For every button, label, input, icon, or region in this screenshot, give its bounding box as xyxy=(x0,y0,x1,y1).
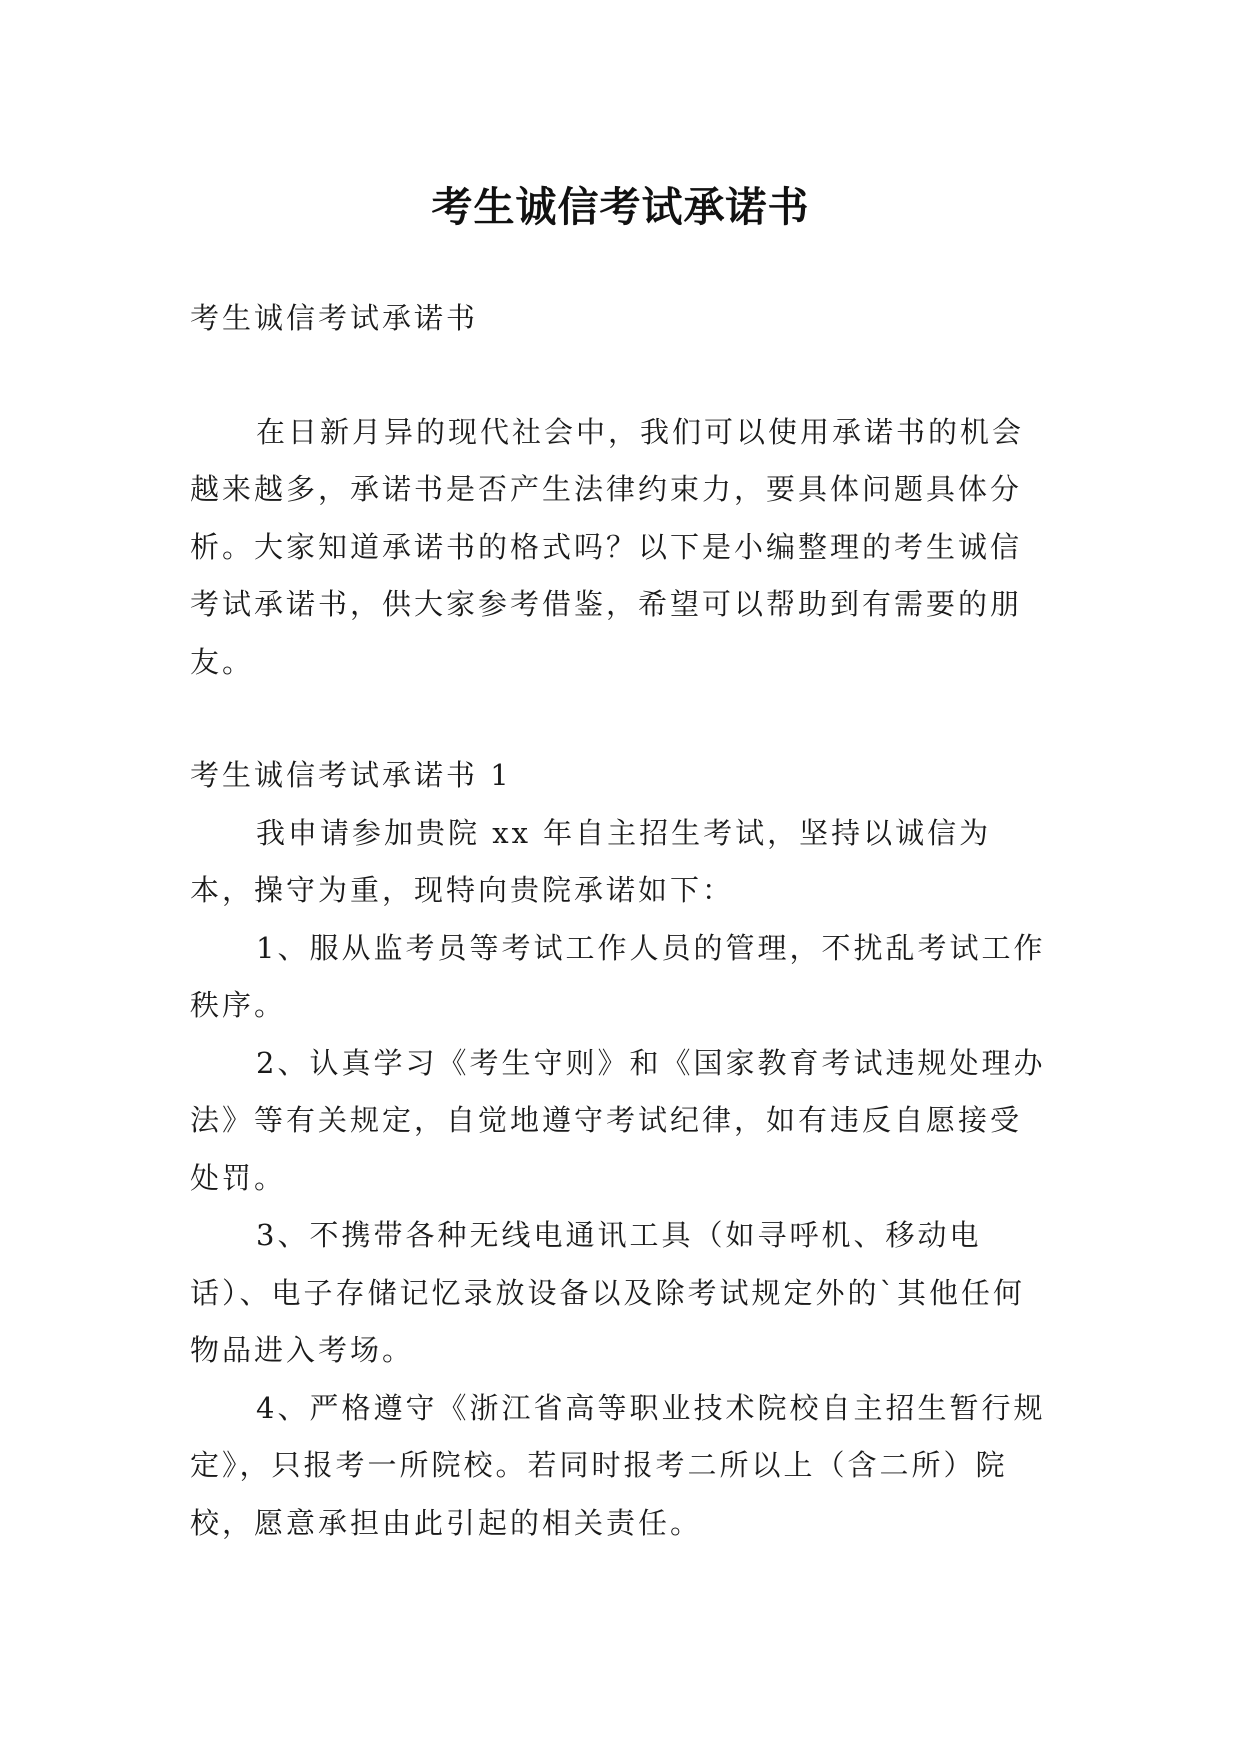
document-title: 考生诚信考试承诺书 xyxy=(431,183,810,232)
pledge-item: 1、服从监考员等考试工作人员的管理，不扰乱考试工作秩序。 xyxy=(190,930,1046,1022)
section-heading: 考生诚信考试承诺书 1 xyxy=(190,758,512,792)
document-body xyxy=(190,290,1050,1552)
pledge-item: 4、严格遵守《浙江省高等职业技术院校自主招生暂行规定》，只报考一所院校。若同时报考二所以上（含二所）院校，愿意承担由此引起的相关责任。 xyxy=(190,1390,1046,1540)
pledge-opening-paragraph: 我申请参加贵院 xx 年自主招生考试，坚持以诚信为本，操守为重，现特向贵院承诺如下： xyxy=(190,815,992,907)
pledge-item: 2、认真学习《考生守则》和《国家教育考试违规处理办法》等有关规定，自觉地遵守考试纪律，如有违反自愿接受处罚。 xyxy=(190,1045,1046,1195)
pledge-item: 3、不携带各种无线电通讯工具（如寻呼机、移动电话）、电子存储记忆录放设备以及除考试规定外的`其他任何物品进入考场。 xyxy=(190,1218,1026,1367)
intro-paragraph: 在日新月异的现代社会中，我们可以使用承诺书的机会越来越多，承诺书是否产生法律约束力，要具体问题具体分析。大家知道承诺书的格式吗？以下是小编整理的考生诚信考试承诺书，供大家参考借鉴，希望可以帮助到有需要的朋友。 xyxy=(190,414,1025,679)
document-subtitle: 考生诚信考试承诺书 xyxy=(190,301,479,335)
